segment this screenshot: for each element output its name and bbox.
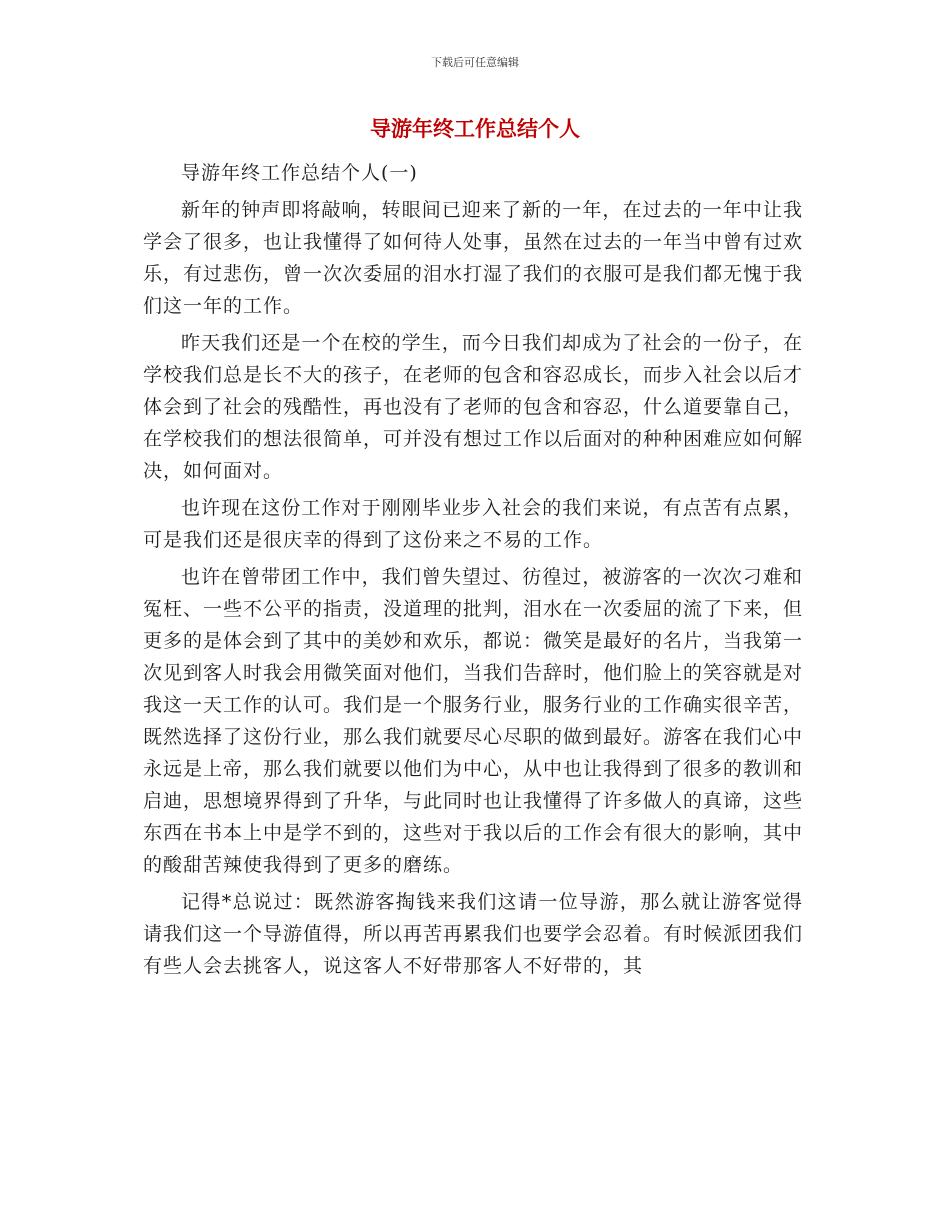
page-header-note: 下载后可任意编辑: [431, 56, 519, 69]
section-heading: 导游年终工作总结个人(一): [181, 162, 418, 184]
paragraph-1: 新年的钟声即将敲响，转眼间已迎来了新的一年，在过去的一年中让我学会了很多，也让我懂得了如何待人处事，虽然在过去的一年当中曾有过欢乐，有过悲伤，曾一次次委屈的泪水打湿了我们的衣服可是我们都无愧于我们这一年的工作。: [143, 199, 804, 317]
document-body: [143, 157, 803, 987]
paragraph-2: 昨天我们还是一个在校的学生，而今日我们却成为了社会的一份子，在学校我们总是长不大的孩子，在老师的包含和容忍成长，而步入社会以后才体会到了社会的残酷性，再也没有了老师的包含和容忍，什么道要靠自己，在学校我们的想法很简单，可并没有想过工作以后面对的种种困难应如何解决，如何面对。: [143, 332, 804, 482]
document-title: 导游年终工作总结个人: [370, 117, 580, 141]
paragraph-4: 也许在曾带团工作中，我们曾失望过、彷徨过，被游客的一次次刁难和冤枉、一些不公平的指责，没道理的批判，泪水在一次委屈的流了下来，但更多的是体会到了其中的美妙和欢乐，都说：微笑是最好的名片，当我第一次见到客人时我会用微笑面对他们，当我们告辞时，他们脸上的笑容就是对我这一天工作的认可。我们是一个服务行业，服务行业的工作确实很辛苦，既然选择了这份行业，那么我们就要尽心尽职的做到最好。游客在我们心中永远是上帝，那么我们就要以他们为中心，从中也让我得到了很多的教训和启迪，思想境界得到了升华，与此同时也让我懂得了许多做人的真谛，这些东西在书本上中是学不到的，这些对于我以后的工作会有很大的影响，其中的酸甜苦辣使我得到了更多的磨练。: [143, 566, 804, 876]
paragraph-3: 也许现在这份工作对于刚刚毕业步入社会的我们来说，有点苦有点累，可是我们还是很庆幸的得到了这份来之不易的工作。: [143, 497, 803, 551]
paragraph-5: 记得*总说过：既然游客掏钱来我们这请一位导游，那么就让游客觉得请我们这一个导游值得，所以再苦再累我们也要学会忍着。有时候派团我们有些人会去挑客人，说这客人不好带那客人不好带的，其: [143, 891, 804, 977]
